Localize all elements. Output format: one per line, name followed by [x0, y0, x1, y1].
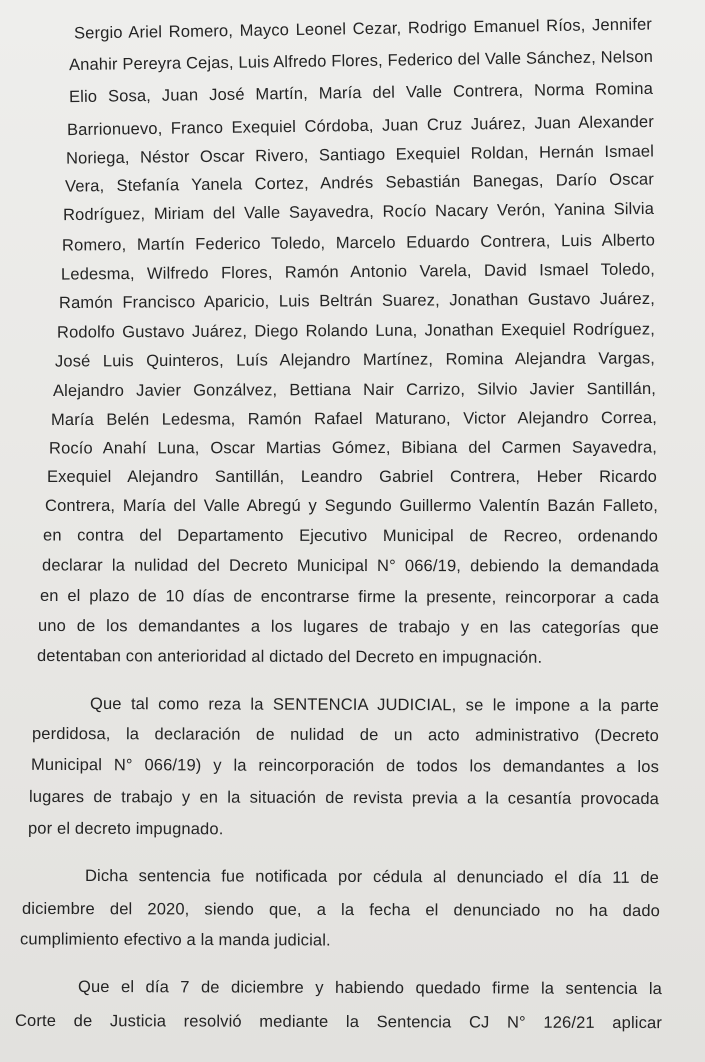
text-line: Noriega, Néstor Oscar Rivero, Santiago Exequiel Roldan, Hernán Ismael [65, 142, 655, 168]
text-line: Ramón Francisco Aparicio, Luis Beltrán Suarez, Jonathan Gustavo Juárez, [58, 289, 656, 313]
text-line: Contrera, María del Valle Abregú y Segundo Guillermo Valentín Bazán Falleto, [45, 497, 658, 515]
text-line: Rocío Anahí Luna, Oscar Martias Gómez, Bibiana del Carmen Sayavedra, [48, 438, 658, 458]
text-line: por el decreto impugnado. [27, 819, 224, 839]
text-line: Elio Sosa, Juan José Martín, María del Valle Contrera, Norma Romina [68, 79, 654, 107]
text-line: en el plazo de 10 días de encontrarse firme la presente, reincorporar a cada [39, 586, 660, 608]
text-line: María Belén Ledesma, Ramón Rafael Maturano, Victor Alejandro Correa, [50, 408, 658, 430]
text-line: detentaban con anterioridad al dictado del Decreto en impugnación. [36, 647, 543, 667]
text-line: diciembre del 2020, siendo que, a la fecha el denunciado no ha dado [21, 899, 661, 921]
text-line: Exequiel Alejandro Santillán, Leandro Gabriel Contrera, Heber Ricardo [47, 468, 657, 486]
text-line: Vera, Stefanía Yanela Cortez, Andrés Sebastián Banegas, Darío Oscar [64, 170, 655, 196]
text-line: Que el día 7 de diciembre y habiendo quedado firme la sentencia la [77, 977, 663, 999]
text-line: Dicha sentencia fue notificada por cédula al denunciado el día 11 de [84, 866, 660, 888]
text-line: en contra del Departamento Ejecutivo Municipal de Recreo, ordenando [42, 526, 659, 546]
text-line: Corte de Justicia resolvió mediante la Sentencia CJ N° 126/21 aplicar [14, 1011, 663, 1033]
text-line: Que tal como reza la SENTENCIA JUDICIAL, se le impone a la parte [89, 695, 660, 715]
text-line: Ledesma, Wilfredo Flores, Ramón Antonio Varela, David Ismael Toledo, [60, 260, 656, 284]
text-line: lugares de trabajo y en la situación de revista previa a la cesantía provocada [28, 787, 660, 809]
text-line: uno de los demandantes a los lugares de trabajo y en las categorías que [37, 616, 660, 638]
text-line: Rodríguez, Miriam del Valle Sayavedra, Rocío Nacary Verón, Yanina Silvia [62, 199, 655, 225]
text-line: perdidosa, la declaración de nulidad de un acto administrativo (Decreto [31, 724, 660, 746]
text-line: Alejandro Javier Gonzálvez, Bettiana Nair Carrizo, Silvio Javier Santillán, [52, 379, 657, 401]
text-line: Barrionuevo, Franco Exequiel Córdoba, Juan Cruz Juárez, Juan Alexander [66, 112, 655, 140]
text-line: Municipal N° 066/19) y la reincorporación de todos los demandantes a los [30, 755, 660, 777]
text-line: Romero, Martín Federico Toledo, Marcelo Eduardo Contrera, Luis Alberto [61, 231, 656, 255]
text-line: Anahir Pereyra Cejas, Luis Alfredo Flores, Federico del Valle Sánchez, Nelson [68, 47, 654, 75]
text-line: Rodolfo Gustavo Juárez, Diego Rolando Luna, Jonathan Exequiel Rodríguez, [56, 320, 656, 342]
text-line: José Luis Quinteros, Luís Alejandro Martínez, Romina Alejandra Vargas, [54, 349, 656, 371]
text-line: declarar la nulidad del Decreto Municipal N° 066/19, debiendo la demandada [41, 556, 660, 576]
text-line: Sergio Ariel Romero, Mayco Leonel Cezar, Rodrigo Emanuel Ríos, Jennifer [73, 15, 653, 43]
text-line: cumplimiento efectivo a la manda judicial. [19, 930, 331, 950]
